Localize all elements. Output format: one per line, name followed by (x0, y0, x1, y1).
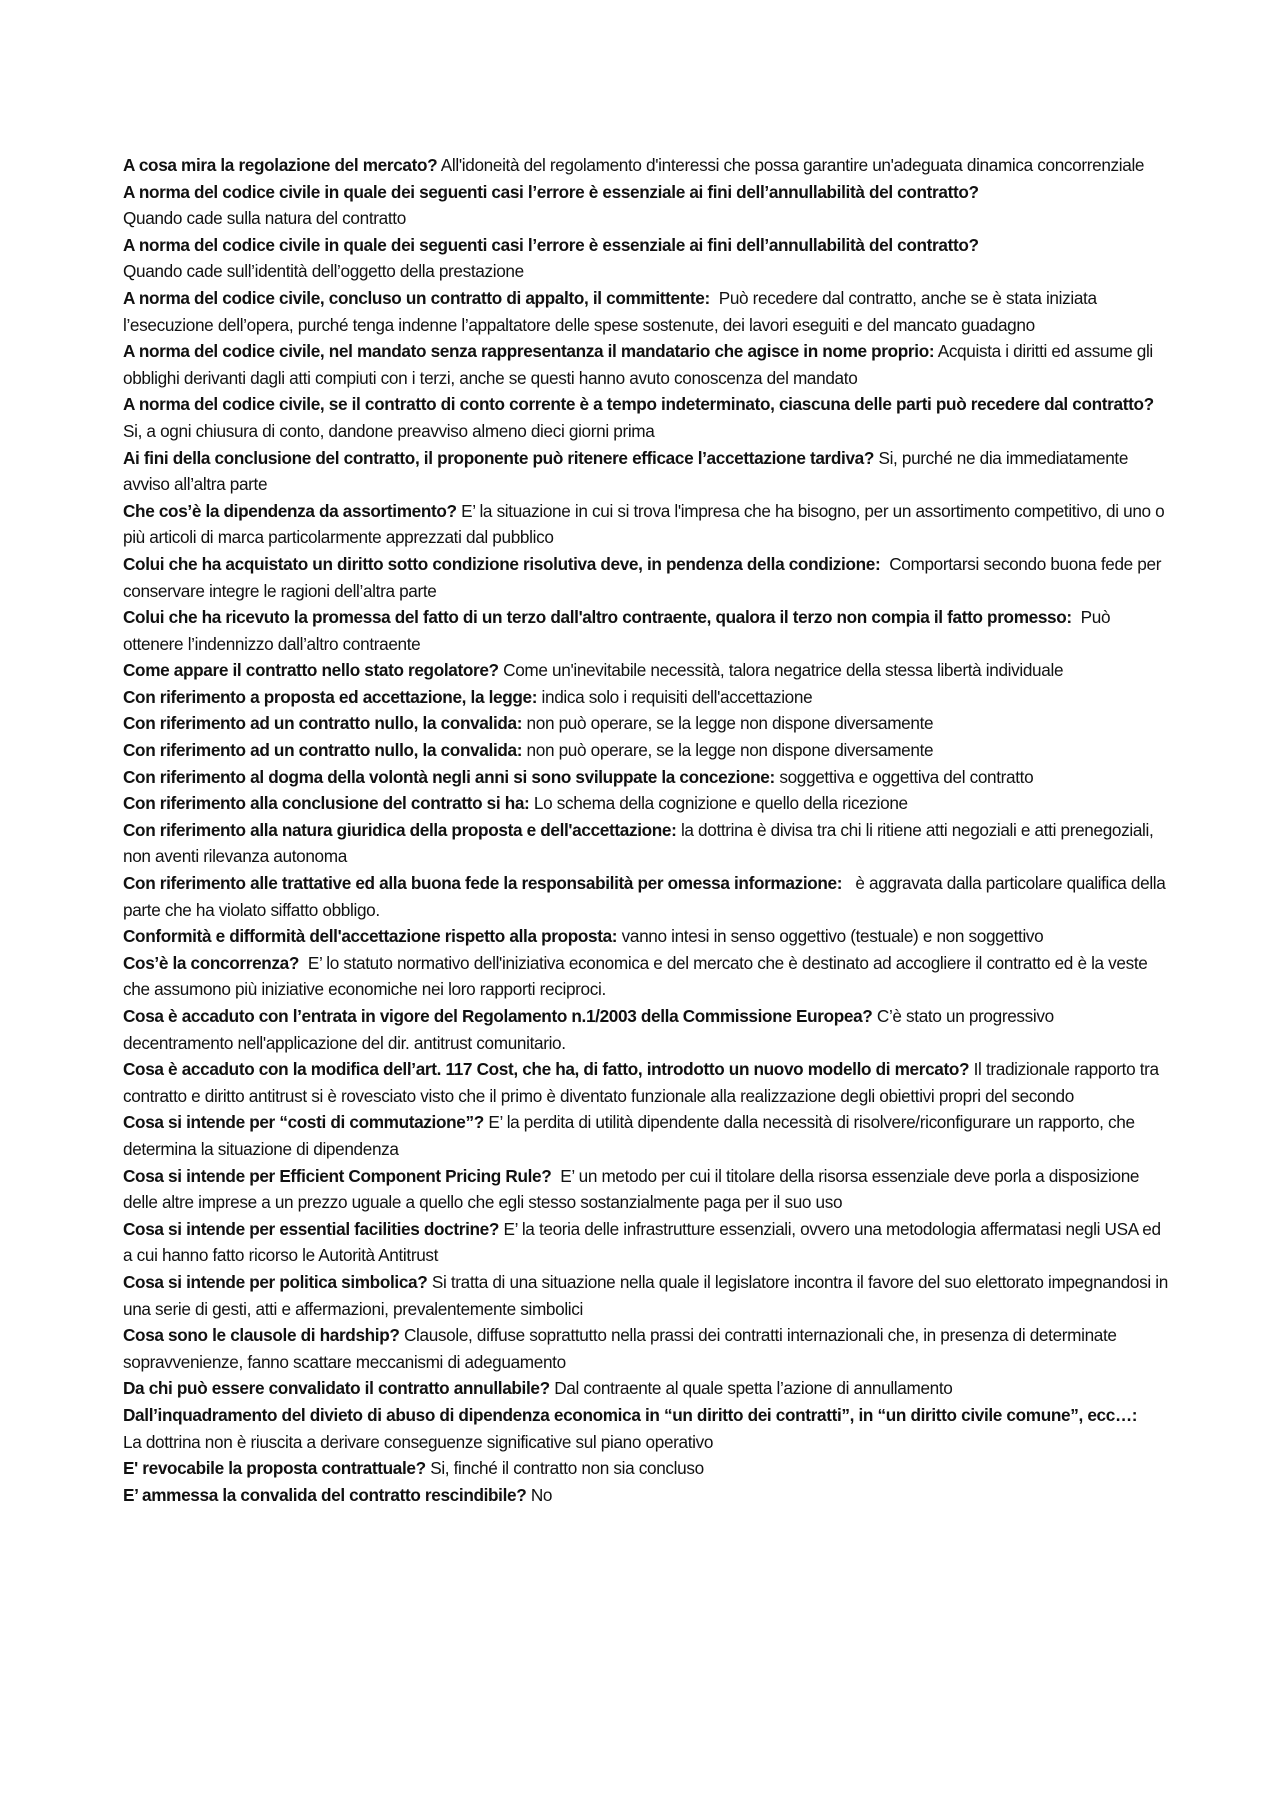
question: Che cos’è la dipendenza da assortimento? (123, 500, 457, 521)
question: A cosa mira la regolazione del mercato? (123, 155, 438, 175)
question: Come appare il contratto nello stato regolatore? (123, 660, 499, 681)
answer: E’ un metodo per cui il titolare della risorsa essenziale deve porla a disposizione delle altre imprese a un prezzo uguale a quello che egli stesso sostanzialmente paga per il suo uso (123, 1165, 1140, 1213)
answer: C’è stato un progressivo decentramento nell'applicazione del dir. antitrust comunitario. (123, 1006, 1054, 1053)
qa-item-4 (123, 285, 1168, 338)
question: Cosa si intende per “costi di commutazione”? (123, 1112, 484, 1133)
qa-item-25 (123, 1216, 1168, 1269)
answer: Lo schema della cognizione e quello della ricezione (533, 793, 908, 814)
qa-item-15 (123, 764, 1168, 791)
qa-item-22 (123, 1056, 1168, 1109)
question: E’ ammessa la convalida del contratto rescindibile? (123, 1484, 527, 1505)
answer: E’ la situazione in cui si trova l'impresa che ha bisogno, per un assortimento competitivo, di uno o più articoli di marca particolarmente apprezzati dal pubblico (123, 500, 1165, 548)
question: Da chi può essere convalidato il contratto annullabile? (123, 1378, 550, 1399)
answer: E’ lo statuto normativo dell'iniziativa economica e del mercato che è destinato ad accogliere il contratto ed è la veste che assumono più iniziative economiche nei loro rapporti reciproci. (123, 952, 1148, 1000)
qa-item-31 (123, 1482, 1168, 1509)
qa-item-30 (123, 1455, 1168, 1482)
qa-item-12 (123, 684, 1168, 711)
answer: la dottrina è divisa tra chi li ritiene atti negoziali e atti prenegoziali, non aventi rilevanza autonoma (123, 819, 1154, 867)
answer: Si, finché il contratto non sia concluso (430, 1458, 704, 1479)
question: Cosa si intende per essential facilities doctrine? (123, 1218, 500, 1239)
answer: E’ la teoria delle infrastrutture essenziali, ovvero una metodologia affermatasi negli USA ed a cui hanno fatto ricorso le Autorità Antitrust (123, 1218, 1161, 1266)
question: Ai fini della conclusione del contratto, il proponente può ritenere efficace l’accettazione tardiva? (123, 447, 875, 468)
qa-item-21 (123, 1003, 1168, 1056)
question: Con riferimento ad un contratto nullo, la convalida: (123, 740, 523, 761)
qa-item-6 (123, 391, 1168, 444)
qa-item-28 (123, 1375, 1168, 1402)
question: Con riferimento a proposta ed accettazione, la legge: (123, 686, 538, 707)
question: Cosa sono le clausole di hardship? (123, 1325, 400, 1346)
answer: Comportarsi secondo buona fede per conservare integre le ragioni dell’altra parte (123, 553, 1162, 601)
question: Conformità e difformità dell'accettazione rispetto alla proposta: (123, 926, 618, 947)
answer: Si, a ogni chiusura di conto, dandone preavviso almeno dieci giorni prima (123, 420, 655, 441)
answer: Dal contraente al quale spetta l’azione di annullamento (554, 1378, 953, 1399)
answer: Come un'inevitabile necessità, talora negatrice della stessa libertà individuale (503, 660, 1064, 681)
question: Con riferimento alle trattative ed alla buona fede la responsabilità per omessa informazione: (123, 873, 843, 894)
qa-item-17 (123, 817, 1168, 870)
question: Con riferimento alla natura giuridica della proposta e dell'accettazione: (123, 819, 677, 840)
answer: Si tratta di una situazione nella quale il legislatore incontra il favore del suo elettorato impegnandosi in una serie di gesti, atti e affermazioni, prevalentemente simbolici (123, 1271, 1168, 1319)
question: Con riferimento al dogma della volontà negli anni si sono sviluppate la concezione: (123, 766, 775, 787)
qa-item-5 (123, 338, 1168, 391)
qa-item-16 (123, 790, 1168, 817)
answer: All'idoneità del regolamento d'interessi che possa garantire un'adeguata dinamica concorrenziale (440, 155, 1145, 175)
question: Con riferimento ad un contratto nullo, la convalida: (123, 713, 523, 734)
question: Colui che ha ricevuto la promessa del fatto di un terzo dall'altro contraente, qualora il terzo non compia il fatto promesso: (123, 607, 1072, 628)
question: Con riferimento alla conclusione del contratto si ha: (123, 793, 530, 814)
answer: non può operare, se la legge non dispone diversamente (526, 740, 934, 761)
answer: Quando cade sull’identità dell’oggetto della prestazione (123, 261, 524, 282)
qa-item-24 (123, 1163, 1168, 1216)
qa-item-10 (123, 604, 1168, 657)
answer: No (530, 1484, 553, 1505)
answer: Può ottenere l’indennizzo dall’altro contraente (123, 607, 1111, 654)
question: A norma del codice civile, se il contratto di conto corrente è a tempo indeterminato, ciascuna delle parti può recedere dal contratto? (123, 394, 1154, 415)
qa-item-18 (123, 870, 1168, 923)
answer: indica solo i requisiti dell'accettazione (541, 686, 813, 707)
qa-item-26 (123, 1269, 1168, 1322)
answer: Il tradizionale rapporto tra contratto e diritto antitrust si è rovesciato visto che il primo è diventato funzionale alla realizzazione degli obiettivi propri del secondo (123, 1059, 1159, 1106)
qa-item-9 (123, 551, 1168, 604)
question: Cosa si intende per politica simbolica? (123, 1271, 428, 1292)
qa-item-7 (123, 445, 1168, 498)
question: A norma del codice civile in quale dei seguenti casi l’errore è essenziale ai fini dell’annullabilità del contratto? (123, 234, 979, 255)
qa-item-11 (123, 657, 1168, 684)
qa-item-1 (123, 152, 1168, 179)
question: A norma del codice civile, nel mandato senza rappresentanza il mandatario che agisce in nome proprio: (123, 341, 935, 362)
qa-item-27 (123, 1322, 1168, 1375)
qa-item-29 (123, 1402, 1168, 1455)
qa-item-19 (123, 923, 1168, 950)
answer: Acquista i diritti ed assume gli obblighi derivanti dagli atti compiuti con i terzi, anche se questi hanno avuto conoscenza del mandato (123, 341, 1153, 388)
answer: è aggravata dalla particolare qualifica della parte che ha violato siffatto obbligo. (123, 873, 1166, 920)
question: Colui che ha acquistato un diritto sotto condizione risolutiva deve, in pendenza della condizione: (123, 553, 881, 574)
question: Cosa si intende per Efficient Component Pricing Rule? (123, 1165, 552, 1186)
question: Dall’inquadramento del divieto di abuso di dipendenza economica in “un diritto dei contratti”, in “un diritto civile comune”, ecc…: (123, 1404, 1138, 1425)
question: Cos’è la concorrenza? (123, 952, 300, 973)
document-page (123, 152, 1168, 1508)
qa-item-8 (123, 498, 1168, 551)
answer: Quando cade sulla natura del contratto (123, 208, 406, 229)
qa-item-3 (123, 232, 1168, 285)
question: Cosa è accaduto con l’entrata in vigore del Regolamento n.1/2003 della Commissione Europea? (123, 1006, 873, 1026)
qa-item-13 (123, 710, 1168, 737)
answer: non può operare, se la legge non dispone diversamente (526, 713, 934, 734)
answer: E’ la perdita di utilità dipendente dalla necessità di risolvere/riconfigurare un rapporto, che determina la situazione di dipendenza (123, 1112, 1135, 1159)
answer: Si, purché ne dia immediatamente avviso all’altra parte (123, 447, 1129, 495)
question: E' revocabile la proposta contrattuale? (123, 1458, 426, 1479)
question: Cosa è accaduto con la modifica dell’art. 117 Cost, che ha, di fatto, introdotto un nuovo modello di mercato? (123, 1059, 970, 1080)
question: A norma del codice civile in quale dei seguenti casi l’errore è essenziale ai fini dell’annullabilità del contratto? (123, 181, 979, 202)
qa-item-23 (123, 1109, 1168, 1162)
answer: Clausole, diffuse soprattutto nella prassi dei contratti internazionali che, in presenza di determinate sopravvenienze, fanno scattare meccanismi di adeguamento (123, 1325, 1117, 1372)
answer: Può recedere dal contratto, anche se è stata iniziata l’esecuzione dell’opera, purché tenga indenne l’appaltatore delle spese sostenute, dei lavori eseguiti e del mancato guadagno (123, 287, 1097, 335)
answer: soggettiva e oggettiva del contratto (779, 766, 1034, 787)
qa-item-14 (123, 737, 1168, 764)
question: A norma del codice civile, concluso un contratto di appalto, il committente: (123, 287, 710, 308)
qa-item-20 (123, 950, 1168, 1003)
qa-item-2 (123, 179, 1168, 232)
answer: vanno intesi in senso oggettivo (testuale) e non soggettivo (621, 926, 1044, 947)
answer: La dottrina non è riuscita a derivare conseguenze significative sul piano operativo (123, 1431, 714, 1452)
